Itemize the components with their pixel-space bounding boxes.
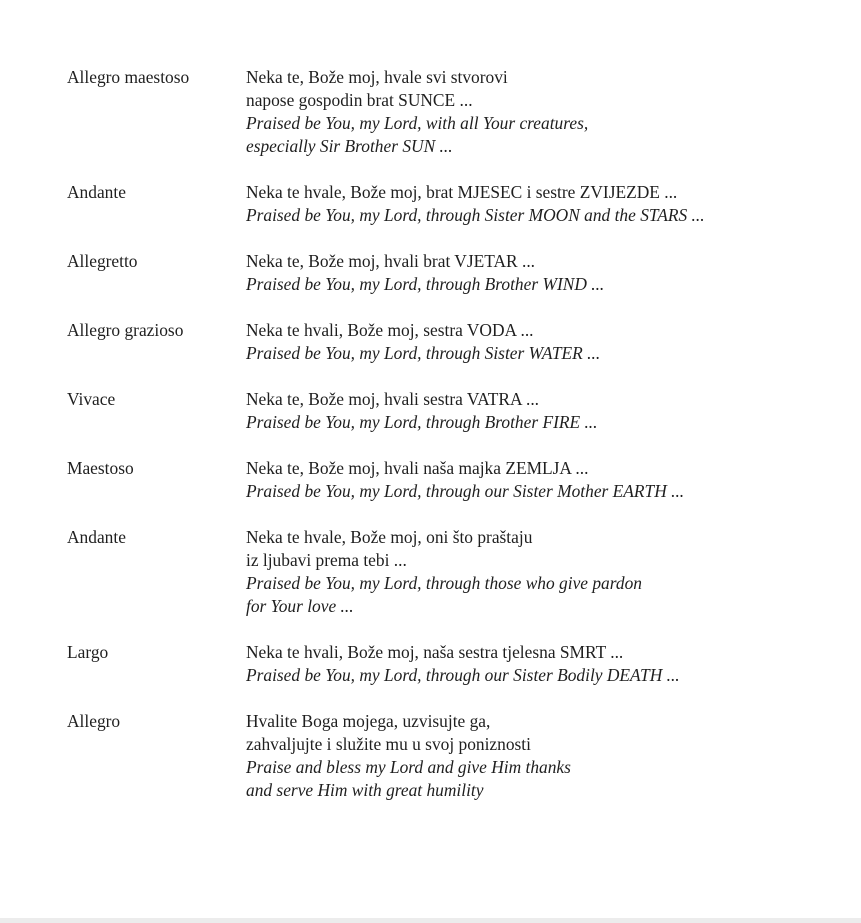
tempo-marking: Largo [67,642,109,662]
verse-block [246,66,827,158]
verse-block [246,250,827,296]
verse-block [246,457,827,503]
croatian-verse-line: iz ljubavi prema tebi ... [246,550,407,570]
tempo-marking: Allegro grazioso [67,320,184,340]
tempo-marking: Allegro [67,711,121,731]
verse-block [246,388,827,434]
tempo-marking: Allegretto [67,251,138,271]
english-verse-line: Praised be You, my Lord, through Brother WIND ... [246,274,605,294]
english-verse-line: Praised be You, my Lord, through those who give pardon [246,573,642,593]
croatian-verse-line: zahvaljujte i služite mu u svoj poniznosti [246,734,531,754]
tempo-marking: Allegro maestoso [67,67,190,87]
croatian-verse-line: Neka te hvale, Bože moj, oni što praštaju [246,527,533,547]
croatian-verse-line: Neka te hvali, Bože moj, naša sestra tjelesna SMRT ... [246,642,624,662]
movement-row [67,457,827,503]
croatian-verse-line: Neka te hvale, Bože moj, brat MJESEC i sestre ZVIJEZDE ... [246,182,678,202]
tempo-marking: Maestoso [67,458,134,478]
croatian-verse-line: Neka te, Bože moj, hvali brat VJETAR ... [246,251,536,271]
tempo-marking: Andante [67,182,126,202]
english-verse-line: for Your love ... [246,596,354,616]
movement-row [67,250,827,296]
english-verse-line: Praised be You, my Lord, through our Sister Mother EARTH ... [246,481,685,501]
tempo-marking: Andante [67,527,126,547]
croatian-verse-line: Neka te, Bože moj, hvale svi stvorovi [246,67,508,87]
english-verse-line: Praise and bless my Lord and give Him thanks [246,757,571,777]
verse-block [246,710,827,802]
movement-row [67,526,827,618]
croatian-verse-line: Neka te, Bože moj, hvali naša majka ZEMLJA ... [246,458,589,478]
verse-block [246,526,827,618]
movement-row [67,66,827,158]
english-verse-line: Praised be You, my Lord, through our Sister Bodily DEATH ... [246,665,680,685]
movement-row [67,710,827,802]
verse-block [246,319,827,365]
page-bottom-edge [0,918,861,923]
croatian-verse-line: Neka te hvali, Bože moj, sestra VODA ... [246,320,534,340]
english-verse-line: Praised be You, my Lord, through Sister MOON and the STARS ... [246,205,705,225]
movement-row [67,641,827,687]
tempo-marking: Vivace [67,389,116,409]
english-verse-line: Praised be You, my Lord, through Sister WATER ... [246,343,601,363]
movement-list [67,66,827,825]
verse-block [246,641,827,687]
croatian-verse-line: Neka te, Bože moj, hvali sestra VATRA ... [246,389,540,409]
croatian-verse-line: napose gospodin brat SUNCE ... [246,90,473,110]
movement-row [67,319,827,365]
verse-block [246,181,827,227]
movement-row [67,388,827,434]
croatian-verse-line: Hvalite Boga mojega, uzvisujte ga, [246,711,491,731]
english-verse-line: especially Sir Brother SUN ... [246,136,453,156]
english-verse-line: Praised be You, my Lord, with all Your creatures, [246,113,589,133]
english-verse-line: Praised be You, my Lord, through Brother FIRE ... [246,412,598,432]
movement-row [67,181,827,227]
english-verse-line: and serve Him with great humility [246,780,484,800]
